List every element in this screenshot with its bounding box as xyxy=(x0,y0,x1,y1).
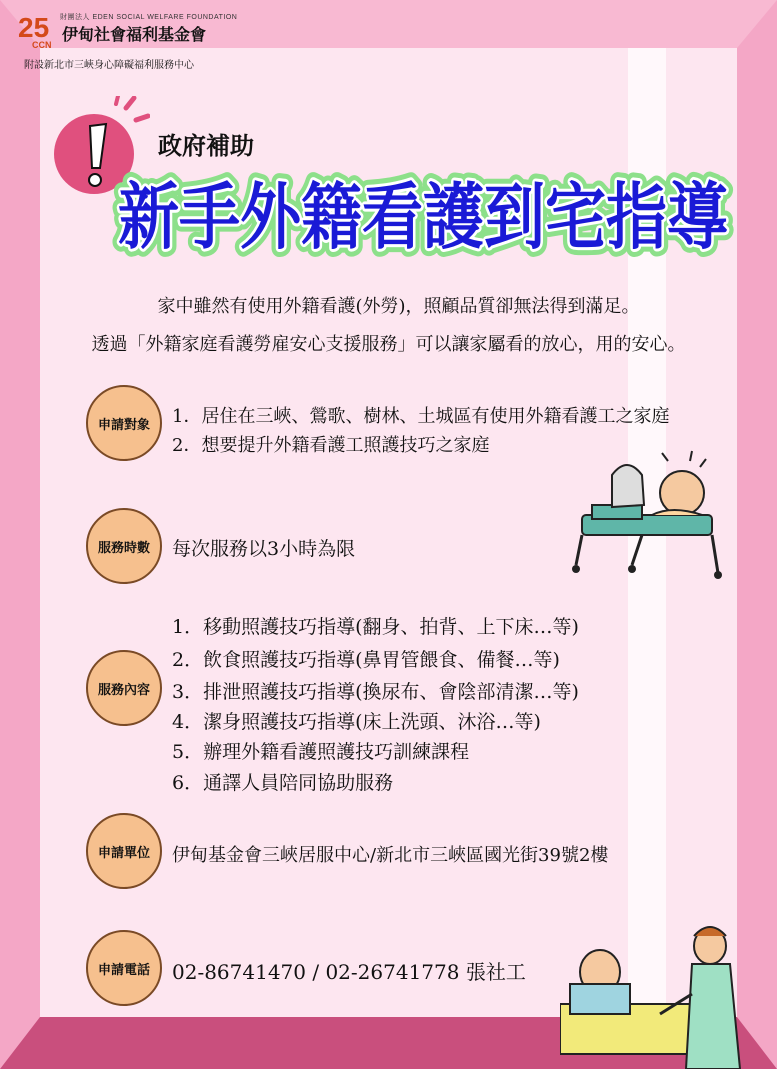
intro-line-1: 家中雖然有使用外籍看護(外勞)，照顧品質卻無法得到滿足。 xyxy=(157,296,640,317)
logo-org-name: 伊甸社會福利基金會 xyxy=(62,25,207,44)
main-title-text: 新手外籍看護到宅指導 xyxy=(118,175,728,259)
content-item-1: 1．移動照護技巧指導(翻身、拍背、上下床…等) xyxy=(172,616,579,638)
frame-left xyxy=(0,0,40,1069)
content-item-2: 2．飲食照護技巧指導(鼻胃管餵食、備餐…等) xyxy=(172,649,560,671)
eden-logo xyxy=(10,8,238,71)
frame-right xyxy=(737,0,777,1069)
main-title-inner-outline: 新手外籍看護到宅指導 xyxy=(118,175,728,259)
content-item-6: 6．通譯人員陪同協助服務 xyxy=(172,772,394,794)
main-title-outline: 新手外籍看護到宅指導 xyxy=(118,175,728,259)
badge-hours: 服務時數 xyxy=(86,508,162,584)
logo-mark-small: CCN xyxy=(32,40,52,50)
badge-target: 申請對象 xyxy=(86,385,162,461)
content-item-5: 5．辦理外籍看護照護技巧訓練課程 xyxy=(172,741,470,763)
main-title xyxy=(108,156,738,266)
intro-line-2: 透過「外籍家庭看護勞雇安心支援服務」可以讓家屬看的放心，用的安心。 xyxy=(91,334,686,355)
content-item-3: 3．排泄照護技巧指導(換尿布、會陰部清潔…等) xyxy=(172,681,579,703)
logo-branch: 附設新北市三峽身心障礙福利服務中心 xyxy=(24,60,194,71)
logo-mark xyxy=(18,12,52,50)
logo-mark-number: 25 xyxy=(18,12,50,43)
hours-text: 每次服務以3小時為限 xyxy=(172,538,356,560)
nurse-and-patient-illustration xyxy=(560,924,760,1069)
target-item-2: 2．想要提升外籍看護工照護技巧之家庭 xyxy=(172,435,490,456)
badge-phone: 申請電話 xyxy=(86,930,162,1006)
unit-text: 伊甸基金會三峽居服中心/新北市三峽區國光街39號2樓 xyxy=(172,845,609,866)
phone-text: 02-86741470 / 02-26741778 張社工 xyxy=(172,960,526,984)
badge-unit: 申請單位 xyxy=(86,813,162,889)
logo-english: 財團法人 EDEN SOCIAL WELFARE FOUNDATION xyxy=(60,14,238,21)
badge-content: 服務內容 xyxy=(86,650,162,726)
subtitle: 政府補助 xyxy=(158,132,254,160)
target-item-1: 1．居住在三峽、鶯歌、樹林、土城區有使用外籍看護工之家庭 xyxy=(172,406,670,427)
patient-in-bed-illustration xyxy=(572,445,722,585)
content-item-4: 4．潔身照護技巧指導(床上洗頭、沐浴…等) xyxy=(172,711,541,733)
